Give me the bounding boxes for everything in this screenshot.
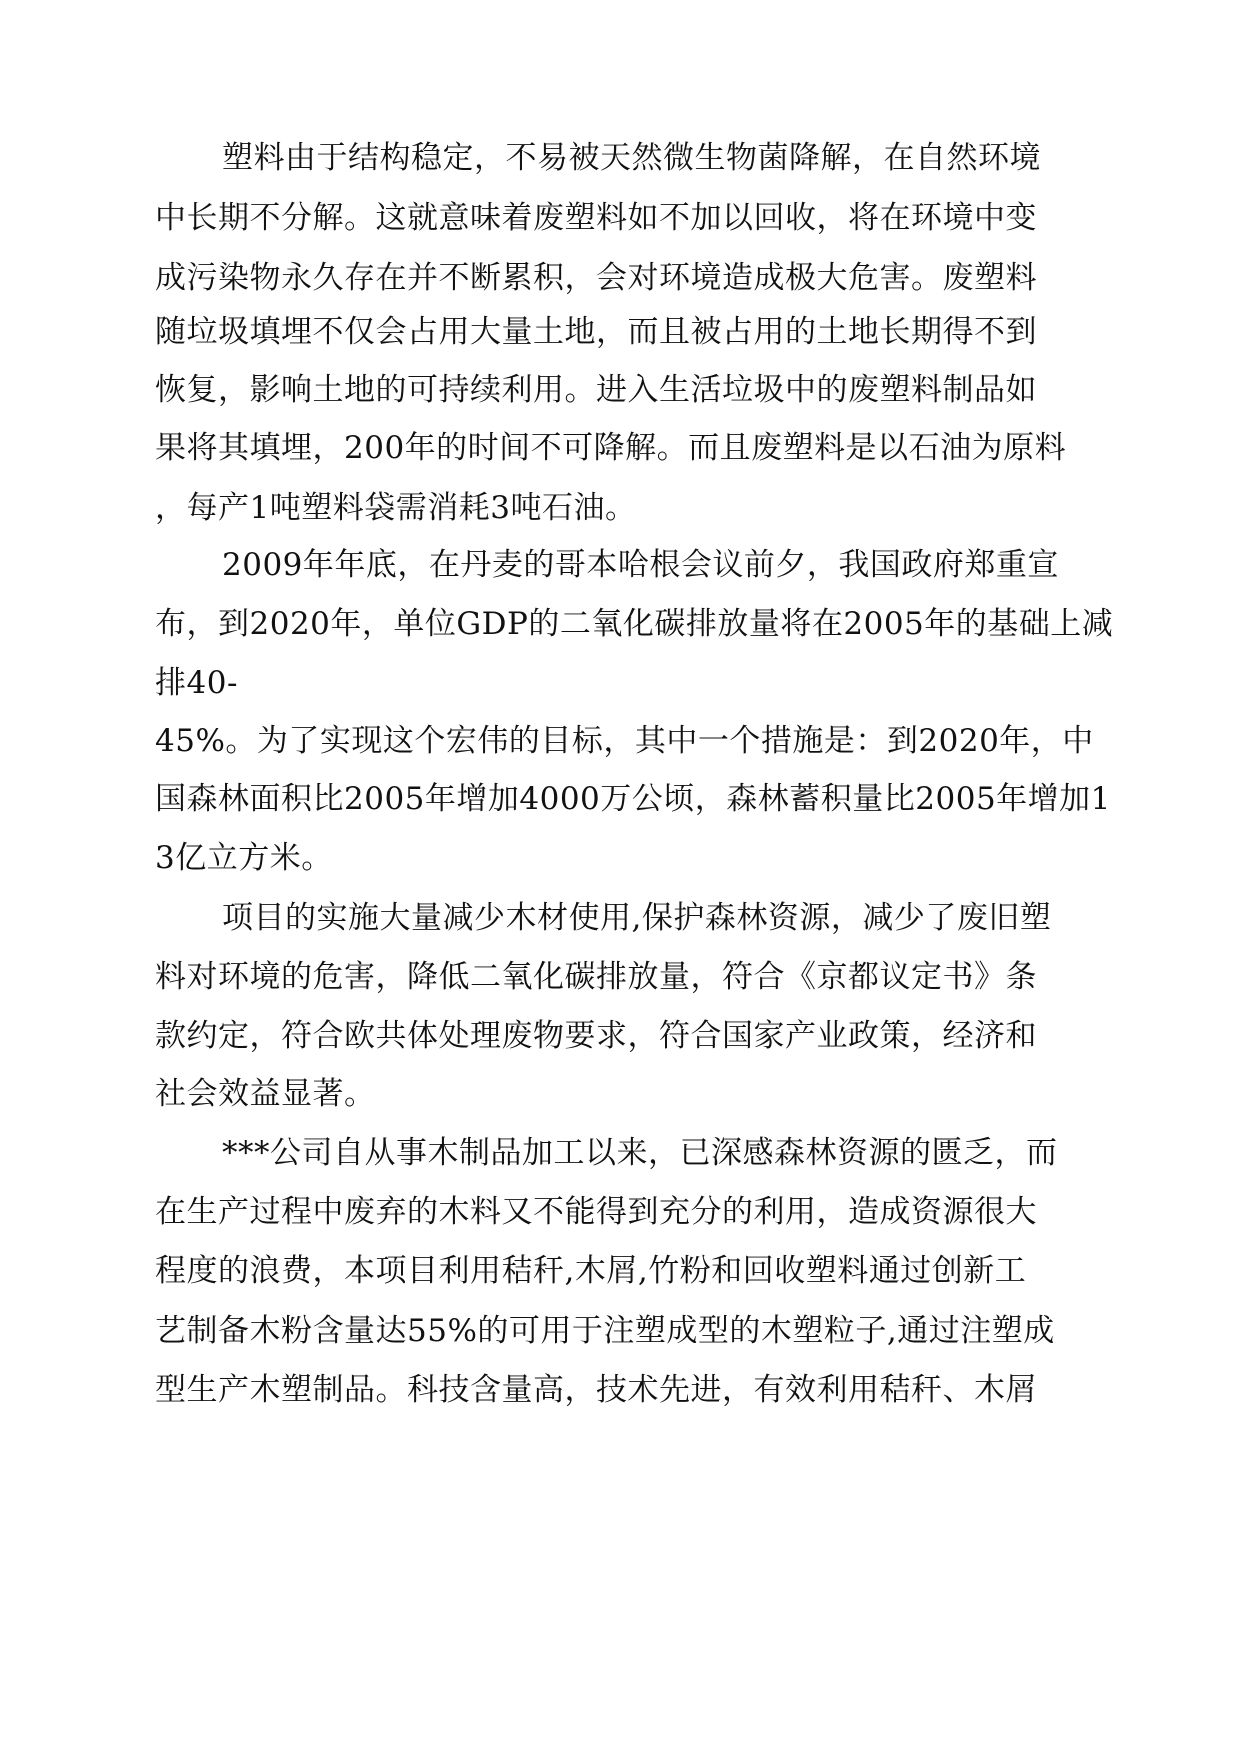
paragraph-2-line-1: 2009年年底，在丹麦的哥本哈根会议前夕，我国政府郑重宣 xyxy=(222,547,1059,583)
paragraph-4-line-1: ***公司自从事木制品加工以来，已深感森林资源的匮乏，而 xyxy=(222,1135,1058,1171)
paragraph-3-line-3: 款约定，符合欧共体处理废物要求，符合国家产业政策，经济和 xyxy=(155,1018,1037,1054)
paragraph-2-line-2: 布，到2020年，单位GDP的二氧化碳排放量将在2005年的基础上减 xyxy=(155,606,1114,642)
paragraph-4-line-3: 程度的浪费，本项目利用秸秆,木屑,竹粉和回收塑料通过创新工 xyxy=(155,1253,1027,1289)
paragraph-3-line-4: 社会效益显著。 xyxy=(155,1076,376,1112)
paragraph-3-line-2: 料对环境的危害，降低二氧化碳排放量，符合《京都议定书》条 xyxy=(155,959,1037,995)
paragraph-1-line-3: 成污染物永久存在并不断累积，会对环境造成极大危害。废塑料 xyxy=(155,260,1037,296)
paragraph-2-line-5: 国森林面积比2005年增加4000万公顷，森林蓄积量比2005年增加1 xyxy=(155,781,1111,817)
paragraph-4-line-4: 艺制备木粉含量达55%的可用于注塑成型的木塑粒子,通过注塑成 xyxy=(155,1313,1055,1349)
paragraph-1-line-2: 中长期不分解。这就意味着废塑料如不加以回收，将在环境中变 xyxy=(155,200,1037,236)
paragraph-2-line-4: 45%。为了实现这个宏伟的目标，其中一个措施是：到2020年，中 xyxy=(155,723,1094,759)
paragraph-1-line-4: 随垃圾填埋不仅会占用大量土地，而且被占用的土地长期得不到 xyxy=(155,314,1037,350)
paragraph-1-line-1: 塑料由于结构稳定，不易被天然微生物菌降解，在自然环境 xyxy=(222,140,1041,176)
paragraph-1-line-7: ，每产1吨塑料袋需消耗3吨石油。 xyxy=(155,490,637,526)
paragraph-1-line-5: 恢复，影响土地的可持续利用。进入生活垃圾中的废塑料制品如 xyxy=(155,372,1037,408)
paragraph-4-line-5: 型生产木塑制品。科技含量高，技术先进，有效利用秸秆、木屑 xyxy=(155,1372,1037,1408)
paragraph-3-line-1: 项目的实施大量减少木材使用,保护森林资源，减少了废旧塑 xyxy=(222,900,1052,936)
paragraph-1-line-6: 果将其填埋，200年的时间不可降解。而且废塑料是以石油为原料 xyxy=(155,430,1067,466)
paragraph-2-line-6: 3亿立方米。 xyxy=(155,840,333,876)
paragraph-2-line-3: 排40- xyxy=(155,665,238,701)
paragraph-4-line-2: 在生产过程中废弃的木料又不能得到充分的利用，造成资源很大 xyxy=(155,1194,1037,1230)
